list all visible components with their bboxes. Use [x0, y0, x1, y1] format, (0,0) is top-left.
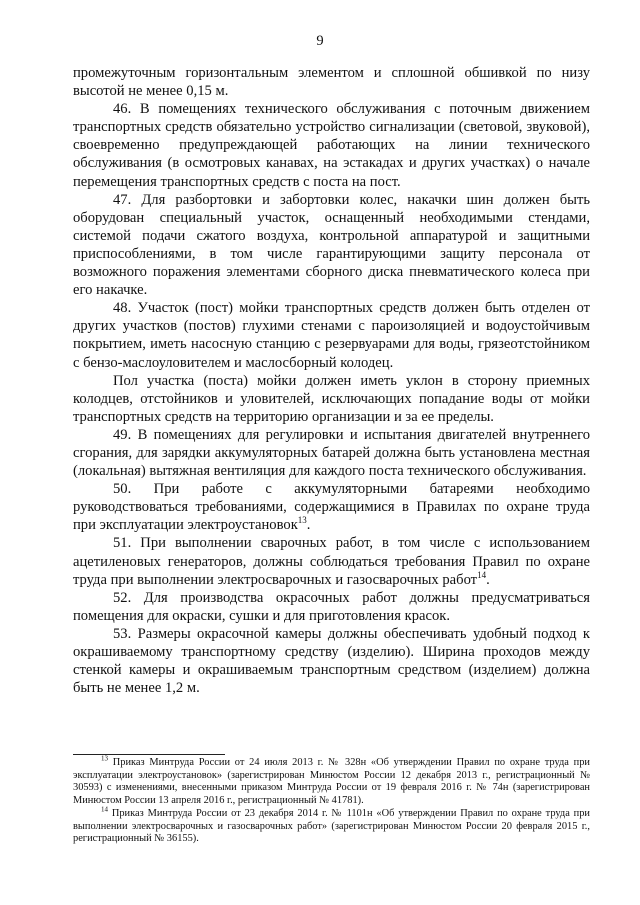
paragraph-46: 46. В помещениях технического обслуживания с поточным движением транспортных средств обязательно устройство сигнализации (световой, звуковой), своевременно предупреждающей работающих на линии технического обслуживания (в осмотровых канавах, на эстакадах и других участках) о начале перемещения транспортных средств с поста на пост. [73, 101, 590, 190]
body-text [73, 64, 590, 697]
footnotes [73, 754, 590, 846]
footnote-divider [73, 754, 225, 755]
paragraph-53: 53. Размеры окрасочной камеры должны обеспечивать удобный подход к окрашиваемому транспортному средству (изделию). Ширина проходов между стенкой камеры и окрашиваемым транспортным средством (изделием) должна быть не менее 1,2 м. [73, 625, 590, 697]
paragraph-49: 49. В помещениях для регулировки и испытания двигателей внутреннего сгорания, для зарядки аккумуляторных батарей должна быть установлена местная (локальная) вытяжная вентиляция для каждого поста технического обслуживания. [73, 426, 590, 480]
paragraph-50: 50. При работе с аккумуляторными батареями необходимо руководствоваться требованиями, содержащимися в Правилах по охране труда при эксплуатации электроустановок$^{13}$. [73, 481, 590, 534]
paragraph-51: 51. При выполнении сварочных работ, в том числе с использованием ацетиленовых генераторов, должны соблюдаться требования Правил по охране труда при выполнении электросварочных и газосварочных работ$^{14}$. [73, 535, 590, 588]
page-number: 9 [316, 33, 324, 49]
paragraph-continuation: промежуточным горизонтальным элементом и сплошной обшивкой по низу высотой не менее 0,15 м. [73, 65, 590, 100]
footnote-ref-13: 13 [297, 515, 307, 526]
footnote-14: $^{14}$ Приказ Минтруда России от 23 декабря 2014 г. № 1101н «Об утверждении Правил по охране труда при выполнении электросварочных и газосварочных работ» (зарегистрирован Минюстом России 20 февраля 2015 г., регистрационный № 36155). [73, 805, 590, 845]
paragraph-47: 47. Для разбортовки и забортовки колес, накачки шин должен быть оборудован специальный участок, оснащенный необходимыми стендами, системой подачи сжатого воздуха, контрольной аппаратурой и защитными приспособлениями, в том числе гарантирующими защиту персонала от возможного поражения элементами сборного диска пневматического колеса при его накачке. [73, 191, 590, 299]
footnote-13: $^{13}$ Приказ Минтруда России от 24 июля 2013 г. № 328н «Об утверждении Правил по охране труда при эксплуатации электроустановок» (зарегистрирован Минюстом России 12 декабря 2013 г., регистрационный № 30593) с изменениями, внесенными приказом Минтруда России от 19 февраля 2016 г. № 74н (зарегистрирован Минюстом России 13 апреля 2016 г., регистрационный № 41781). [73, 754, 590, 807]
footnote-mark-13: 13 [101, 754, 108, 763]
paragraph-52: 52. Для производства окрасочных работ должны предусматриваться помещения для окраски, сушки и для приготовления красок. [73, 589, 590, 624]
footnote-ref-14: 14 [477, 569, 487, 580]
paragraph-48: 48. Участок (пост) мойки транспортных средств должен быть отделен от других участков (постов) глухими стенами с пароизоляцией и водоустойчивым покрытием, иметь насосную станцию с резервуарами для воды, грязеотстойником с бензо-маслоуловителем и маслосборный колодец. [73, 300, 590, 371]
paragraph-48-floor: Пол участка (поста) мойки должен иметь уклон в сторону приемных колодцев, отстойников и уловителей, исключающих попадание воды от мойки транспортных средств на территорию организации и за ее пределы. [73, 372, 590, 425]
footnote-mark-14: 14 [101, 805, 108, 814]
